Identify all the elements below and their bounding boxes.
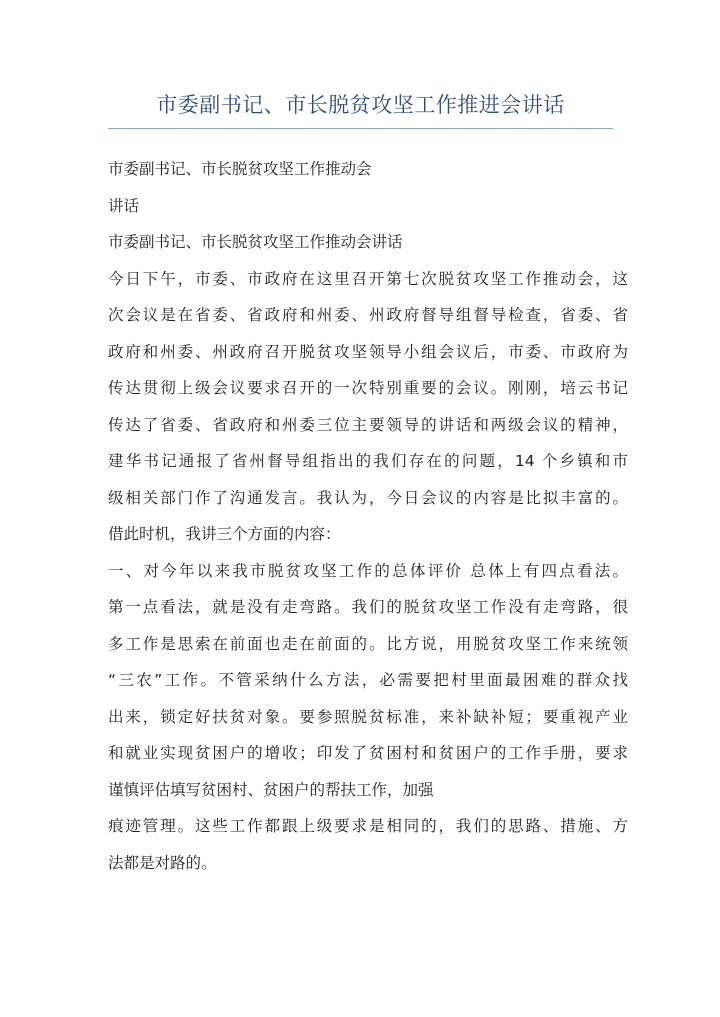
paragraph-line: 传达了省委、省政府和州委三位主要领导的讲话和两级会议的精神， <box>108 415 628 434</box>
paragraph-line: 多工作是思索在前面也走在前面的。比方说，用脱贫攻坚工作来统领 <box>108 634 628 653</box>
paragraph-line: 法都是对路的。 <box>108 853 217 872</box>
title-divider <box>108 128 613 129</box>
paragraph-line: 建华书记通报了省州督导组指出的我们存在的问题，14 个乡镇和市 <box>108 452 628 470</box>
document-body <box>108 151 628 881</box>
paragraph-line: 次会议是在省委、省政府和州委、州政府督导组督导检查，省委、省 <box>108 306 628 324</box>
paragraph-line: 政府和州委、州政府召开脱贫攻坚领导小组会议后，市委、市政府为 <box>108 342 628 361</box>
paragraph-line: 痕迹管理。这些工作都跟上级要求是相同的，我们的思路、措施、方 <box>108 817 628 835</box>
paragraph-line: 出来，锁定好扶贫对象。要参照脱贫标准，来补缺补短；要重视产业 <box>108 707 628 726</box>
paragraph-line: 级相关部门作了沟通发言。我认为，今日会议的内容是比拟丰富的。 <box>108 488 628 507</box>
paragraph-line: 和就业实现贫困户的增收；印发了贫困村和贫困户的工作手册，要求 <box>108 744 628 762</box>
paragraph-line: 第一点看法，就是没有走弯路。我们的脱贫攻坚工作没有走弯路，很 <box>108 598 628 616</box>
paragraph-line: 今日下午，市委、市政府在这里召开第七次脱贫攻坚工作推动会，这 <box>108 269 628 288</box>
subtitle-line: 讲话 <box>108 196 140 215</box>
paragraph-line: 传达贯彻上级会议要求召开的一次特别重要的会议。刚刚，培云书记 <box>108 379 628 397</box>
paragraph-line: 借此时机，我讲三个方面的内容： <box>108 525 341 543</box>
subtitle-line: 市委副书记、市长脱贫攻坚工作推动会 <box>108 160 372 178</box>
subtitle-line: 市委副书记、市长脱贫攻坚工作推动会讲话 <box>108 233 403 251</box>
paragraph-line: 谨慎评估填写贫困村、贫困户的帮扶工作，加强 <box>108 780 434 799</box>
section-heading-line: 一、对今年以来我市脱贫攻坚工作的总体评价 总体上有四点看法。 <box>108 561 628 580</box>
paragraph-line: “三农”工作。不管采纳什么方法，必需要把村里面最困难的群众找 <box>108 671 628 689</box>
document-title: 市委副书记、市长脱贫攻坚工作推进会讲话 <box>156 93 565 117</box>
